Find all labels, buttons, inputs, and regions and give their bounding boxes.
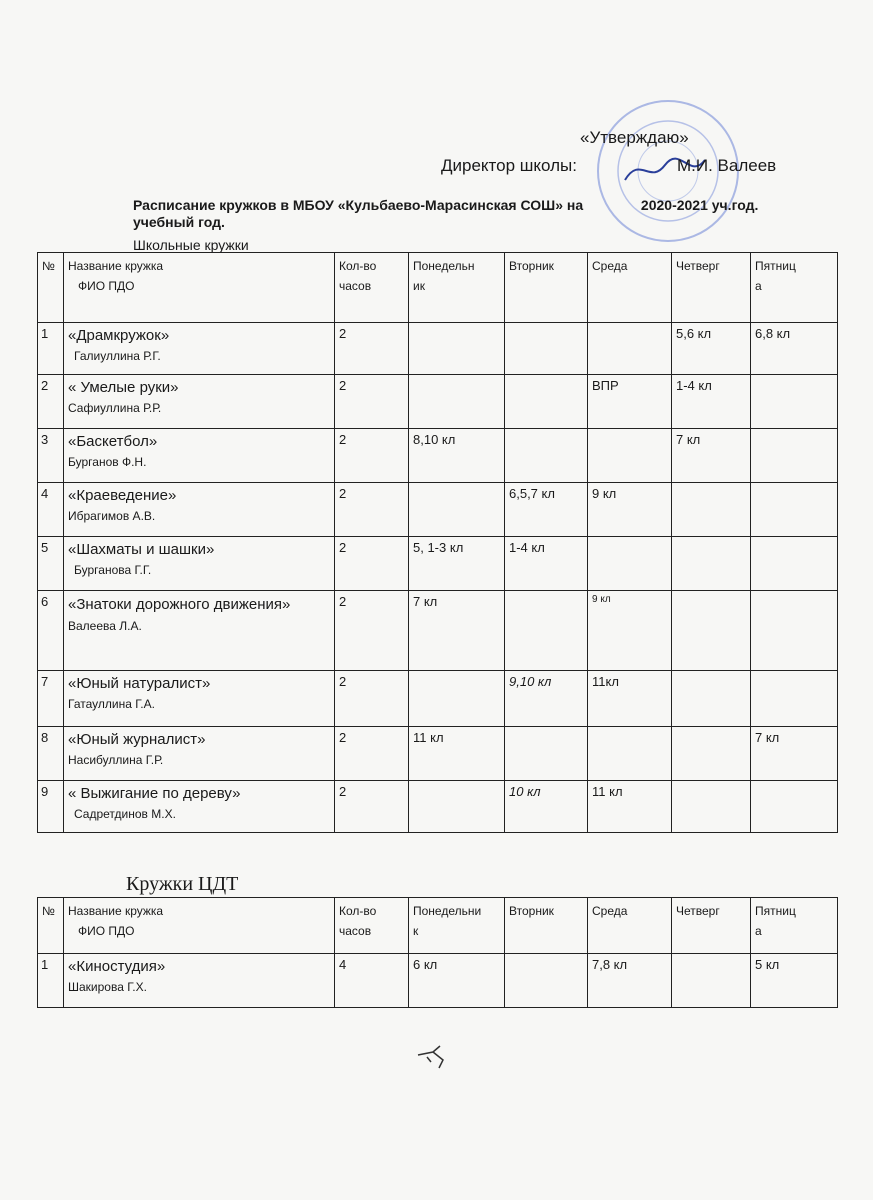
col-wednesday: Среда [588, 898, 672, 954]
club-name: «Баскетбол» [68, 433, 158, 450]
section-cdt-clubs: Кружки ЦДТ [126, 873, 239, 895]
table-row: 4 «Краеведение» Ибрагимов А.В. 2 6,5,7 кл 9 кл [38, 483, 838, 537]
club-name: «Знатоки дорожного движения» [68, 596, 291, 613]
club-leader: Бурганова Г.Г. [74, 563, 152, 577]
col-friday: Пятниц а [751, 898, 838, 954]
ink-mark [415, 1040, 455, 1070]
col-num: № [38, 253, 64, 323]
club-leader: Галиуллина Р.Г. [74, 349, 161, 363]
club-leader: Валеева Л.А. [68, 619, 142, 633]
club-leader: Шакирова Г.Х. [68, 980, 147, 994]
club-name: «Юный натуралист» [68, 675, 211, 692]
section-school-clubs: Школьные кружки [133, 237, 249, 253]
school-year: 2020-2021 уч.год. [640, 197, 759, 213]
col-hours: Кол-во часов [335, 253, 409, 323]
col-monday: Понедельни к [409, 898, 505, 954]
table-row: 1 «Киностудия» Шакирова Г.Х. 4 6 кл 7,8 кл 5 кл [38, 954, 838, 1008]
club-leader: Садретдинов М.Х. [74, 807, 176, 821]
cdt-clubs-table [37, 897, 838, 1008]
col-thursday: Четверг [672, 898, 751, 954]
school-clubs-table [37, 252, 838, 833]
club-name: «Юный журналист» [68, 731, 206, 748]
col-monday: Понедельн ик [409, 253, 505, 323]
table-row: 8 «Юный журналист» Насибуллина Г.Р. 2 11 кл 7 кл [38, 727, 838, 781]
club-name: «Краеведение» [68, 487, 177, 504]
club-leader: Бурганов Ф.Н. [68, 455, 147, 469]
col-num: № [38, 898, 64, 954]
approve-label: «Утверждаю» [580, 128, 689, 147]
col-name: Название кружка ФИО ПДО [64, 253, 335, 323]
table-header-row [38, 898, 838, 954]
col-thursday: Четверг [672, 253, 751, 323]
table-row: 7 «Юный натуралист» Гатауллина Г.А. 2 9,10 кл 11кл [38, 671, 838, 727]
page-title: Расписание кружков в МБОУ «Кульбаево-Марасинская СОШ» на 2020-2021 уч.год. [133, 197, 759, 213]
col-name: Название кружка ФИО ПДО [64, 898, 335, 954]
director-label: Директор школы: [441, 156, 577, 175]
club-name: «Шахматы и шашки» [68, 541, 215, 558]
table-row: 9 « Выжигание по дереву» Садретдинов М.Х. 2 10 кл 11 кл [38, 781, 838, 833]
col-friday: Пятниц а [751, 253, 838, 323]
page-title-line2: учебный год. [133, 214, 225, 230]
table-row: 5 «Шахматы и шашки» Бурганова Г.Г. 2 5, 1-3 кл 1-4 кл [38, 537, 838, 591]
director-line [441, 156, 776, 176]
table-row: 6 «Знатоки дорожного движения» Валеева Л.А. 2 7 кл 9 кл [38, 591, 838, 671]
col-tuesday: Вторник [505, 253, 588, 323]
club-leader: Ибрагимов А.В. [68, 509, 156, 523]
table-row: 3 «Баскетбол» Бурганов Ф.Н. 2 8,10 кл 7 кл [38, 429, 838, 483]
club-leader: Сафиуллина Р.Р. [68, 401, 162, 415]
club-name: « Умелые руки» [68, 379, 179, 396]
table-row: 1 «Драмкружок» Галиуллина Р.Г. 2 5,6 кл 6,8 кл [38, 323, 838, 375]
col-tuesday: Вторник [505, 898, 588, 954]
table-header-row [38, 253, 838, 323]
table-row: 2 « Умелые руки» Сафиуллина Р.Р. 2 ВПР 1-4 кл [38, 375, 838, 429]
club-leader: Насибуллина Г.Р. [68, 753, 164, 767]
club-name: «Драмкружок» [68, 327, 170, 344]
director-name: М.И. Валеев [676, 156, 777, 175]
club-leader: Гатауллина Г.А. [68, 697, 155, 711]
col-wednesday: Среда [588, 253, 672, 323]
col-hours: Кол-во часов [335, 898, 409, 954]
club-name: «Киностудия» [68, 958, 166, 975]
club-name: « Выжигание по дереву» [68, 785, 241, 802]
